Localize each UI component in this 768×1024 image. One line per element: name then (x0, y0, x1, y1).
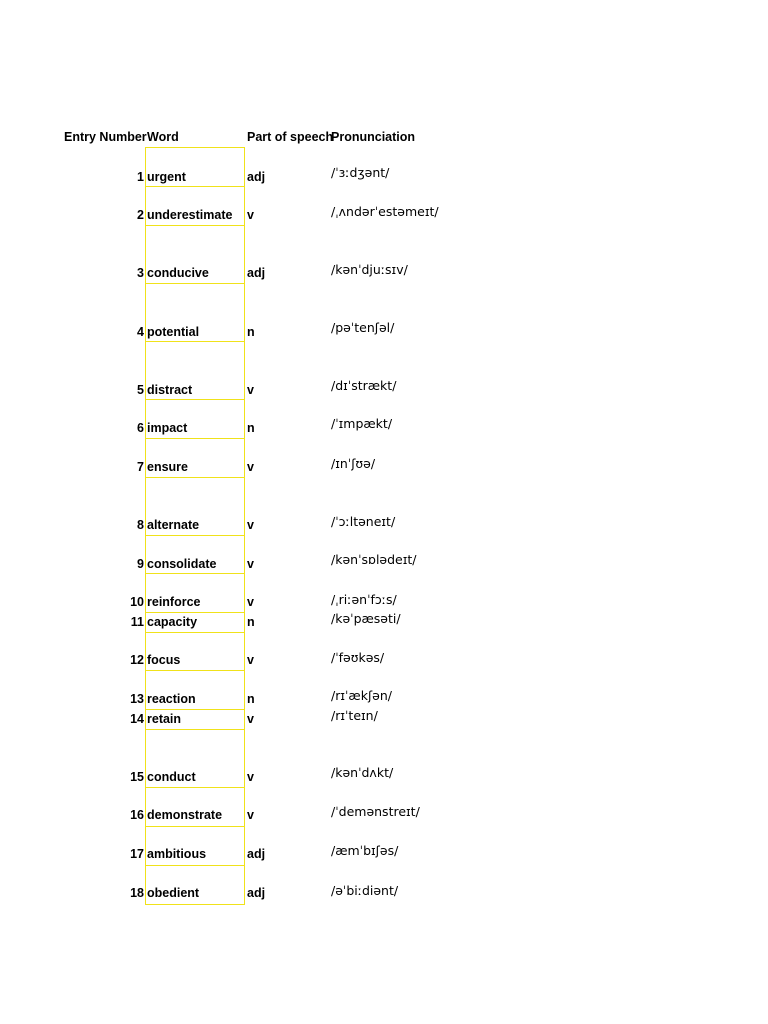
entry-number: 11 (130, 615, 144, 629)
entry-part-of-speech: v (247, 383, 254, 397)
entry-number: 7 (137, 460, 144, 474)
entry-part-of-speech: n (247, 325, 255, 339)
entry-number: 14 (130, 712, 144, 726)
entry-part-of-speech: v (247, 595, 254, 609)
entry-part-of-speech: adj (247, 266, 266, 280)
entry-number: 8 (137, 518, 144, 532)
header-entry-number: Entry Number (64, 130, 147, 144)
entry-word: retain (147, 712, 182, 726)
entry-part-of-speech: v (247, 712, 254, 726)
entry-number: 9 (137, 557, 144, 571)
entry-pronunciation: /ˈɪmpækt/ (331, 416, 393, 431)
entry-number: 15 (130, 770, 144, 784)
entry-pronunciation: /ˈɔːltəneɪt/ (331, 514, 396, 529)
entry-number: 3 (137, 266, 144, 280)
entry-word: reinforce (147, 595, 201, 609)
entry-word: consolidate (147, 557, 217, 571)
entry-word: impact (147, 421, 188, 435)
entry-number: 16 (130, 808, 144, 822)
entry-pronunciation: /rɪˈækʃən/ (331, 688, 392, 703)
entry-word: potential (147, 325, 200, 339)
entry-pronunciation: /ˈdemənstreɪt/ (331, 804, 420, 819)
entry-word: capacity (147, 615, 198, 629)
entry-number: 5 (137, 383, 144, 397)
entry-word: reaction (147, 692, 196, 706)
entry-pronunciation: /dɪˈstrækt/ (331, 378, 397, 393)
entry-word: underestimate (147, 208, 233, 222)
entry-word: distract (147, 383, 193, 397)
entry-pronunciation: /kənˈdjuːsɪv/ (331, 262, 408, 277)
entry-number: 4 (137, 325, 144, 339)
entry-number: 6 (137, 421, 144, 435)
entry-part-of-speech: n (247, 421, 255, 435)
entry-pronunciation: /əˈbiːdiənt/ (331, 883, 399, 898)
entry-part-of-speech: adj (247, 847, 266, 861)
entry-pronunciation: /ˌriːənˈfɔːs/ (331, 592, 397, 607)
entry-number: 10 (130, 595, 144, 609)
entry-part-of-speech: adj (247, 170, 266, 184)
entry-pronunciation: /kəˈpæsəti/ (331, 611, 401, 626)
entry-pronunciation: /ˈfəʊkəs/ (331, 650, 385, 665)
entry-pronunciation: /kənˈsɒlədeɪt/ (331, 552, 417, 567)
entry-number: 1 (137, 170, 144, 184)
entry-pronunciation: /ˌʌndərˈestəmeɪt/ (331, 204, 439, 219)
header-part-of-speech: Part of speech (247, 130, 334, 144)
entry-word: obedient (147, 886, 200, 900)
entry-pronunciation: /ɪnˈʃʊə/ (331, 456, 376, 471)
entry-pronunciation: /æmˈbɪʃəs/ (331, 843, 399, 858)
entry-word: conducive (147, 266, 209, 280)
entry-number: 2 (137, 208, 144, 222)
entry-word: conduct (147, 770, 196, 784)
entry-number: 17 (130, 847, 144, 861)
entry-word: focus (147, 653, 181, 667)
entry-word: ambitious (147, 847, 207, 861)
header-pronunciation: Pronunciation (331, 130, 416, 144)
entry-part-of-speech: n (247, 615, 255, 629)
entry-part-of-speech: adj (247, 886, 266, 900)
entry-part-of-speech: v (247, 808, 254, 822)
entry-word: urgent (147, 170, 186, 184)
entry-pronunciation: /ˈɜːdʒənt/ (331, 165, 390, 180)
entry-part-of-speech: v (247, 460, 254, 474)
entry-pronunciation: /rɪˈteɪn/ (331, 708, 378, 723)
entry-number: 12 (130, 653, 144, 667)
entry-word: ensure (147, 460, 188, 474)
entry-part-of-speech: v (247, 770, 254, 784)
entry-number: 13 (130, 692, 144, 706)
entry-pronunciation: /kənˈdʌkt/ (331, 765, 394, 780)
entry-word: alternate (147, 518, 200, 532)
entry-part-of-speech: v (247, 653, 254, 667)
entry-part-of-speech: v (247, 557, 254, 571)
entry-word: demonstrate (147, 808, 223, 822)
entry-pronunciation: /pəˈtenʃəl/ (331, 320, 395, 335)
entry-number: 18 (130, 886, 144, 900)
entry-part-of-speech: v (247, 518, 254, 532)
header-word: Word (147, 130, 179, 144)
entry-part-of-speech: v (247, 208, 254, 222)
entry-part-of-speech: n (247, 692, 255, 706)
